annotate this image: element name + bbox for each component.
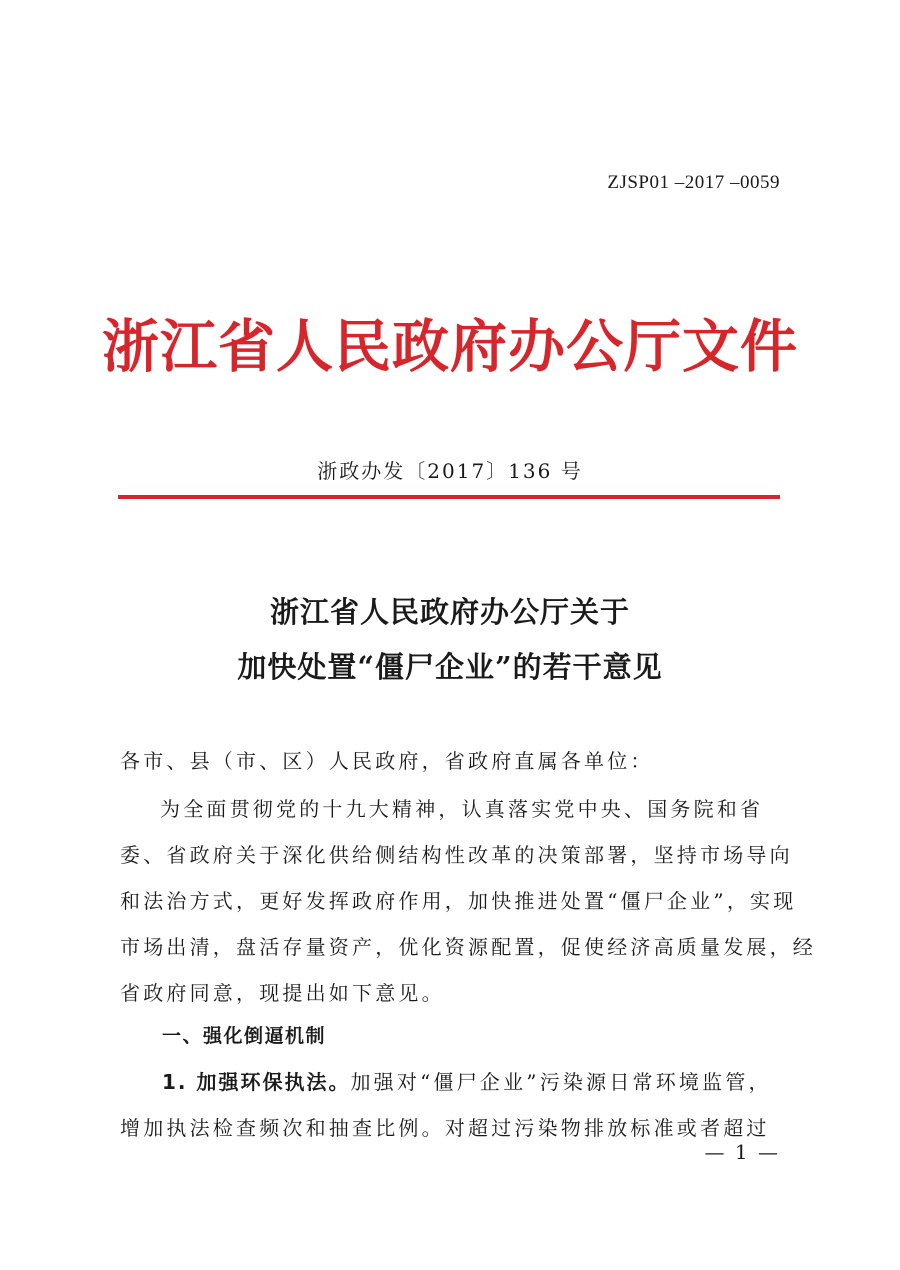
- document-title-line-1: 浙江省人民政府办公厅关于: [269, 595, 630, 629]
- item-1-paragraph: [162, 1066, 772, 1095]
- item-1-text: 加强对“僵尸企业”污染源日常环境监管，: [350, 1070, 772, 1094]
- document-code: ZJSP01 –2017 –0059: [607, 172, 780, 193]
- item-1-line-2: 增加执法检查频次和抽查比例。对超过污染物排放标准或者超过: [120, 1116, 770, 1140]
- section-heading-1: 一、强化倒逼机制: [162, 1025, 327, 1047]
- item-1-heading: 1. 加强环保执法。: [162, 1070, 351, 1094]
- body-line-4: 市场出清，盘活存量资产，优化资源配置，促使经济高质量发展，经: [120, 935, 816, 959]
- body-line-5: 省政府同意，现提出如下意见。: [120, 981, 445, 1005]
- body-line-1: 为全面贯彻党的十九大精神，认真落实党中央、国务院和省: [160, 797, 764, 821]
- document-number: 浙政办发〔2017〕136 号: [317, 459, 583, 483]
- body-line-2: 委、省政府关于深化供给侧结构性改革的决策部署，坚持市场导向: [120, 843, 793, 867]
- page-number: — 1 —: [704, 1140, 780, 1164]
- recipients-line: 各市、县（市、区）人民政府，省政府直属各单位：: [120, 749, 654, 773]
- body-line-3: 和法治方式，更好发挥政府作用，加快推进处置“僵尸企业”，实现: [120, 889, 797, 913]
- issuing-org-header: 浙江省人民政府办公厅文件: [102, 313, 798, 380]
- document-title-line-2: 加快处置“僵尸企业”的若干意见: [237, 650, 663, 684]
- red-divider-line: [118, 495, 780, 499]
